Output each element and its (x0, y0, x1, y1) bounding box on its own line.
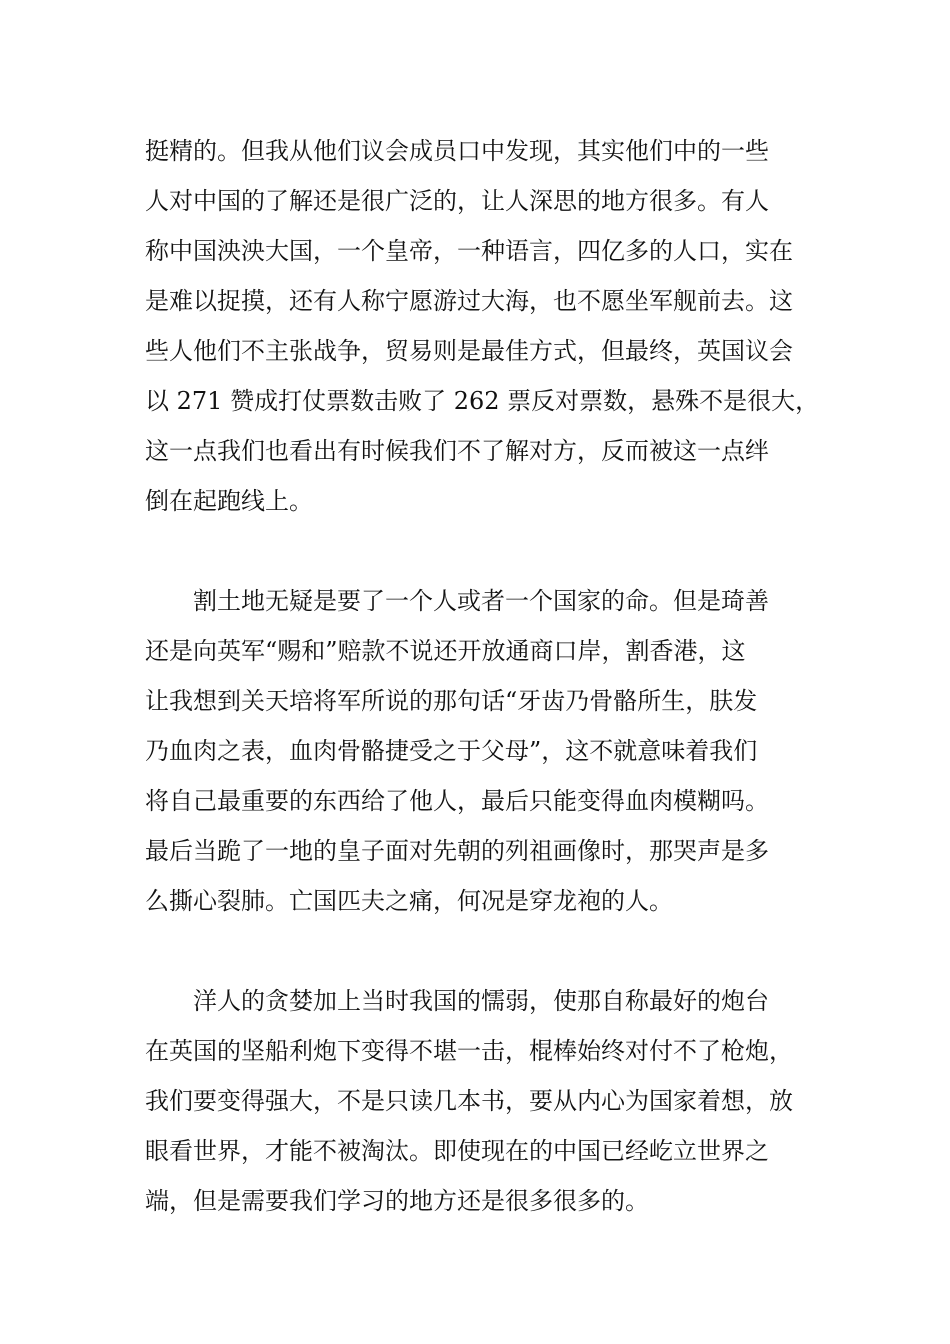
paragraph-line: 最后当跪了一地的皇子面对先朝的列祖画像时，那哭声是多 (145, 837, 769, 865)
paragraph-line: 乃血肉之表，血肉骨骼捷受之于父母”，这不就意味着我们 (145, 737, 758, 765)
paragraph-line: 称中国泱泱大国，一个皇帝，一种语言，四亿多的人口，实在 (145, 237, 793, 265)
paragraph-line: 割土地无疑是要了一个人或者一个国家的命。但是琦善 (145, 587, 769, 615)
paragraph-line: 在英国的坚船利炮下变得不堪一击，棍棒始终对付不了枪炮， (145, 1037, 793, 1065)
paragraph-1 (145, 126, 820, 526)
paragraph-line: 倒在起跑线上。 (145, 487, 313, 515)
paragraph-line: 挺精的。但我从他们议会成员口中发现，其实他们中的一些 (145, 137, 769, 165)
paragraph-line: 么撕心裂肺。亡国匹夫之痛，何况是穿龙袍的人。 (145, 887, 673, 915)
paragraph-3 (145, 976, 815, 1226)
paragraph-line: 是难以捉摸，还有人称宁愿游过大海，也不愿坐军舰前去。这 (145, 287, 793, 315)
paragraph-line: 些人他们不主张战争，贸易则是最佳方式，但最终，英国议会 (145, 337, 793, 365)
paragraph-line: 将自己最重要的东西给了他人，最后只能变得血肉模糊吗。 (145, 787, 769, 815)
paragraph-2 (145, 576, 815, 926)
paragraph-line: 让我想到关天培将军所说的那句话“牙齿乃骨骼所生，肤发 (145, 687, 758, 715)
paragraph-line: 端，但是需要我们学习的地方还是很多很多的。 (145, 1187, 649, 1215)
paragraph-line: 洋人的贪婪加上当时我国的懦弱，使那自称最好的炮台 (145, 987, 769, 1015)
paragraph-line: 我们要变得强大，不是只读几本书，要从内心为国家着想，放 (145, 1087, 793, 1115)
paragraph-line: 眼看世界，才能不被淘汰。即使现在的中国已经屹立世界之 (145, 1137, 769, 1165)
paragraph-line: 这一点我们也看出有时候我们不了解对方，反而被这一点绊 (145, 437, 769, 465)
paragraph-line: 还是向英军“赐和”赔款不说还开放通商口岸，割香港，这 (145, 637, 746, 665)
paragraph-line: 以 271 赞成打仗票数击败了 262 票反对票数，悬殊不是很大， (145, 387, 820, 415)
paragraph-line: 人对中国的了解还是很广泛的，让人深思的地方很多。有人 (145, 187, 769, 215)
